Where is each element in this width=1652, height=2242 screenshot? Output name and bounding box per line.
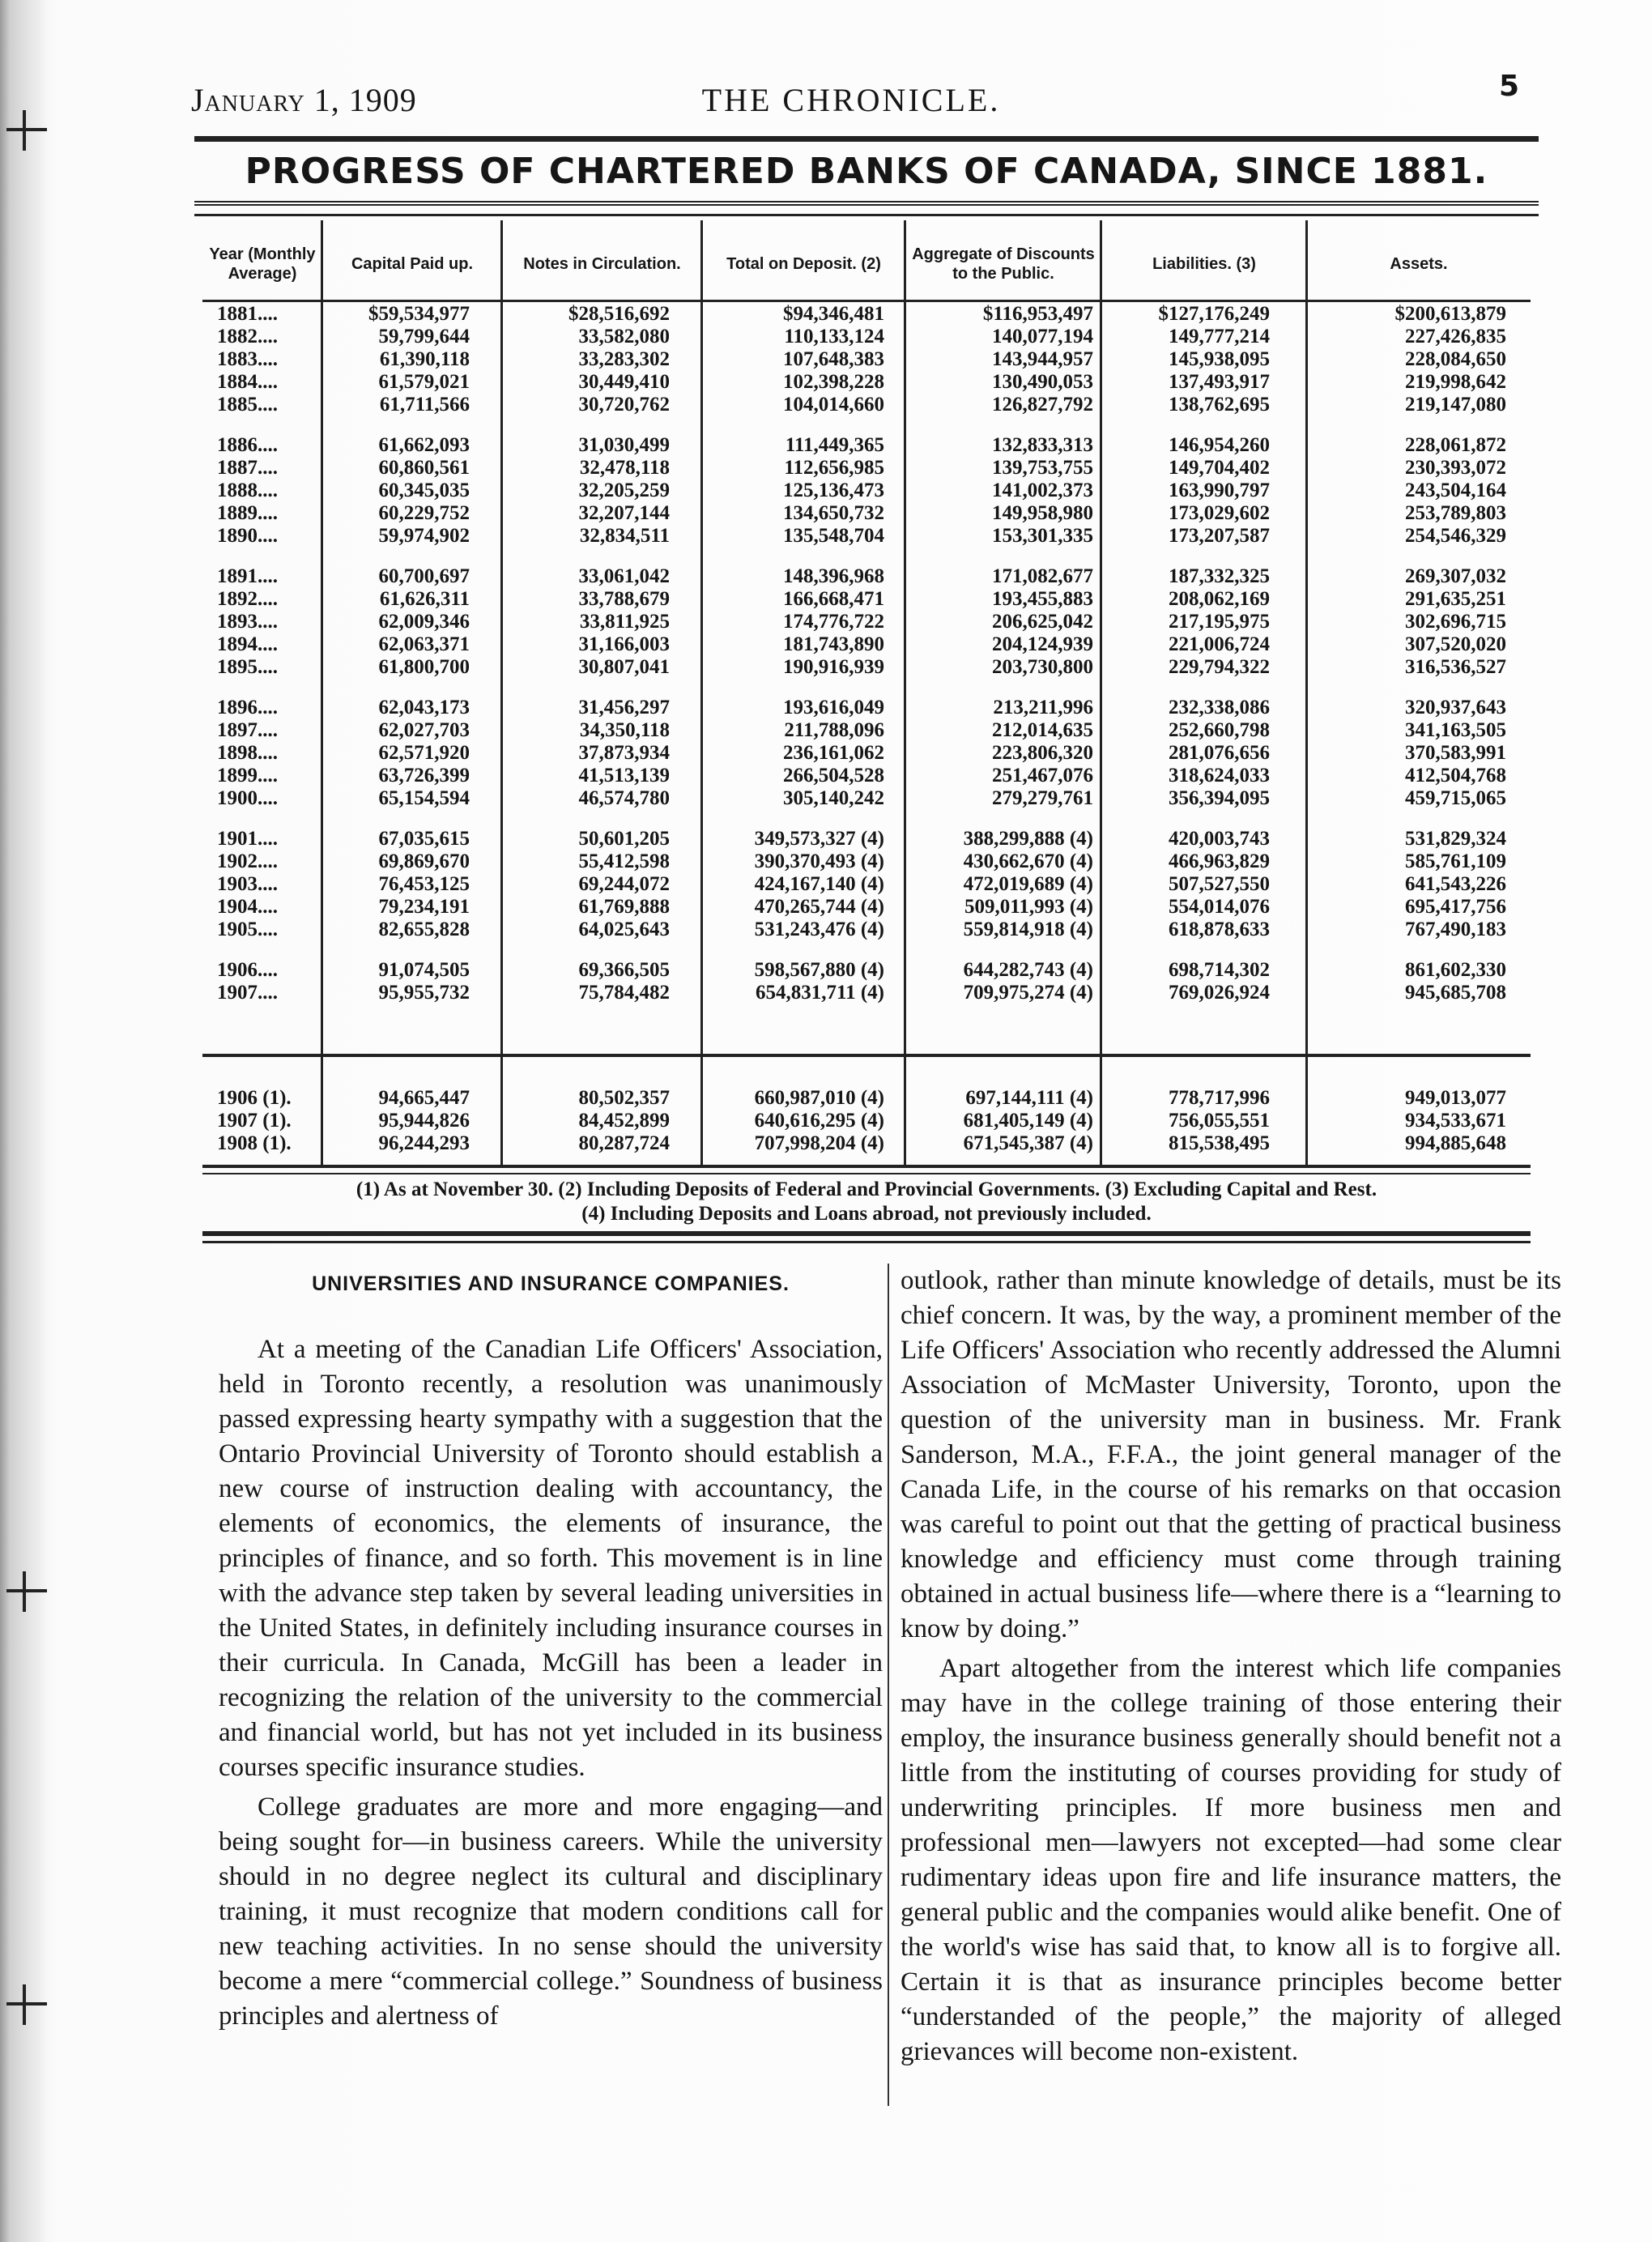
table-cell: 41,513,139 xyxy=(578,765,670,786)
table-bottom-rule xyxy=(202,1165,1531,1168)
table-cell: 223,806,320 xyxy=(992,742,1093,764)
row-year-cell: 1885.... xyxy=(217,394,278,416)
table-cell: 60,860,561 xyxy=(378,457,470,479)
row-year-cell: 1906 (1). xyxy=(217,1087,292,1109)
table-cell: 227,426,835 xyxy=(1405,326,1506,347)
header-row-rule xyxy=(202,300,1531,302)
table-cell: 709,975,274 (4) xyxy=(963,982,1093,1004)
col-header-deposits: Total on Deposit. (2) xyxy=(726,255,881,273)
table-cell: 212,014,635 xyxy=(992,719,1093,741)
table-cell: 559,814,918 (4) xyxy=(963,919,1093,940)
row-year-cell: 1903.... xyxy=(217,873,278,895)
row-year-cell: 1908 (1). xyxy=(217,1132,292,1154)
table-cell: 62,063,371 xyxy=(378,633,470,655)
table-cell: 356,394,095 xyxy=(1169,787,1270,809)
table-cell: 211,788,096 xyxy=(784,719,884,741)
table-cell: 531,829,324 xyxy=(1405,828,1506,850)
table-cell: 63,726,399 xyxy=(378,765,470,786)
row-year-cell: 1904.... xyxy=(217,896,278,918)
table-cell: 208,062,169 xyxy=(1169,588,1270,610)
table-cell: 61,711,566 xyxy=(379,394,470,416)
table-cell: 203,730,800 xyxy=(992,656,1093,678)
table-cell: 60,229,752 xyxy=(378,502,470,524)
table-cell: 33,788,679 xyxy=(578,588,670,610)
article-column-left xyxy=(219,1264,883,2039)
table-cell: 69,366,505 xyxy=(578,959,670,981)
table-cell: 778,717,996 xyxy=(1169,1087,1270,1109)
table-cell: 30,720,762 xyxy=(578,394,670,416)
col-header-discounts: Aggregate of Discounts to the Public. xyxy=(912,245,1095,283)
table-cell: 61,769,888 xyxy=(578,896,670,918)
table-cell: 316,536,527 xyxy=(1405,656,1506,678)
table-cell: 30,449,410 xyxy=(578,371,670,393)
table-cell: 33,283,302 xyxy=(578,348,670,370)
table-cell: 96,244,293 xyxy=(378,1132,470,1154)
table-cell: 251,467,076 xyxy=(992,765,1093,786)
table-cell: 219,998,642 xyxy=(1405,371,1506,393)
col-header-capital: Capital Paid up. xyxy=(351,255,474,273)
table-cell: 148,396,968 xyxy=(783,565,884,587)
table-cell: 193,616,049 xyxy=(783,697,884,718)
table-cell: 221,006,724 xyxy=(1169,633,1270,655)
article-title: UNIVERSITIES AND INSURANCE COMPANIES. xyxy=(312,1272,790,1295)
table-cell: 767,490,183 xyxy=(1405,919,1506,940)
table-cell: 228,084,650 xyxy=(1405,348,1506,370)
row-year-cell: 1896.... xyxy=(217,697,278,718)
row-year-cell: 1886.... xyxy=(217,434,278,456)
col-header-liabilities: Liabilities. (3) xyxy=(1152,255,1256,273)
row-year-cell: 1907.... xyxy=(217,982,278,1004)
table-cell: 137,493,917 xyxy=(1169,371,1270,393)
table-cell: 61,390,118 xyxy=(379,348,470,370)
col-header-assets: Assets. xyxy=(1390,255,1448,273)
table-cell: 815,538,495 xyxy=(1169,1132,1270,1154)
row-year-cell: 1891.... xyxy=(217,565,278,587)
article-paragraph: Apart altogether from the interest which life companies may have in the college training of those entering their employ, the insurance business generally should benefit not a little from the instituting of courses providing for study of underwriting principles. If more business men and professional men—lawyers not excepted—had some clear rudimentary ideas upon fire and life insurance matters, the general public and the companies would alike benefit. One of the world's wise has said that, to know all is to forgive all. Certain it is that as insurance principles become better “understanded of the people,” the majority of alleged grievances will become non-existent. xyxy=(901,1654,1561,2066)
table-cell: 228,061,872 xyxy=(1405,434,1506,456)
table-cell: 79,234,191 xyxy=(378,896,470,918)
table-cell: 459,715,065 xyxy=(1405,787,1506,809)
table-cell: 132,833,313 xyxy=(992,434,1093,456)
running-head xyxy=(191,70,1519,130)
column-rule xyxy=(1100,220,1102,1165)
table-cell: 31,030,499 xyxy=(578,434,670,456)
table-cell: 146,954,260 xyxy=(1169,434,1270,456)
table-cell: 660,987,010 (4) xyxy=(754,1087,884,1109)
table-cell: 430,662,670 (4) xyxy=(963,850,1093,872)
table-cell: 598,567,880 (4) xyxy=(754,959,884,981)
row-year-cell: 1894.... xyxy=(217,633,278,655)
footnote-rule xyxy=(202,1241,1531,1243)
table-cell: 291,635,251 xyxy=(1405,588,1506,610)
table-cell: 585,761,109 xyxy=(1405,850,1506,872)
table-cell: 61,626,311 xyxy=(379,588,470,610)
table-cell: 707,998,204 (4) xyxy=(754,1132,884,1154)
table-cell: 671,545,387 (4) xyxy=(963,1132,1093,1154)
table-cell: 65,154,594 xyxy=(378,787,470,809)
table-cell: 217,195,975 xyxy=(1169,611,1270,633)
table-cell: 33,811,925 xyxy=(579,611,670,633)
table-cell: 945,685,708 xyxy=(1405,982,1506,1004)
table-cell: 138,762,695 xyxy=(1169,394,1270,416)
row-year-cell: 1887.... xyxy=(217,457,278,479)
table-cell: 232,338,086 xyxy=(1169,697,1270,718)
title-rule xyxy=(194,214,1539,216)
row-year-cell: 1892.... xyxy=(217,588,278,610)
table-cell: 279,279,761 xyxy=(992,787,1093,809)
table-cell: 84,452,899 xyxy=(578,1110,670,1132)
table-cell: 171,082,677 xyxy=(992,565,1093,587)
page-binding-edge xyxy=(0,0,47,2242)
table-cell: 254,546,329 xyxy=(1405,525,1506,547)
table-cell: 64,025,643 xyxy=(578,919,670,940)
table-cell: 37,873,934 xyxy=(578,742,670,764)
column-rule xyxy=(1305,220,1308,1165)
table-cell: 341,163,505 xyxy=(1405,719,1506,741)
table-cell: 135,548,704 xyxy=(783,525,884,547)
table-cell: 95,944,826 xyxy=(378,1110,470,1132)
table-cell: $127,176,249 xyxy=(1158,303,1270,325)
table-cell: 62,571,920 xyxy=(378,742,470,764)
table-cell: 173,207,587 xyxy=(1169,525,1270,547)
table-cell: 269,307,032 xyxy=(1405,565,1506,587)
table-cell: 107,648,383 xyxy=(783,348,884,370)
column-rule xyxy=(700,220,703,1165)
table-cell: 61,662,093 xyxy=(378,434,470,456)
page-number: 5 xyxy=(1498,70,1519,103)
row-year-cell: 1907 (1). xyxy=(217,1110,292,1132)
row-year-cell: 1901.... xyxy=(217,828,278,850)
table-cell: 320,937,643 xyxy=(1405,697,1506,718)
row-year-cell: 1884.... xyxy=(217,371,278,393)
table-footnotes xyxy=(202,1178,1531,1226)
table-title: PROGRESS OF CHARTERED BANKS OF CANADA, SINCE 1881. xyxy=(245,151,1488,192)
row-year-cell: 1905.... xyxy=(217,919,278,940)
table-cell: 59,974,902 xyxy=(378,525,470,547)
article-paragraph: At a meeting of the Canadian Life Officers' Association, held in Toronto recently, a resolution was unanimously passed expressing hearty sympathy with a suggestion that the Ontario Provincial University of Toronto should establish a new course of instruction dealing with accountancy, the elements of economics, the elements of insurance, the principles of finance, and so forth. This movement is in line with the advance step taken by several leading universities in the United States, in definitely including insurance courses in their curricula. In Canada, McGill has been a leader in recognizing the relation of the university to the commercial and financial world, but has not yet included in its business courses specific insurance studies. xyxy=(219,1335,883,1782)
group-separator-rule xyxy=(202,1054,1531,1057)
table-cell: 130,490,053 xyxy=(992,371,1093,393)
table-cell: 531,243,476 (4) xyxy=(754,919,884,940)
row-year-cell: 1897.... xyxy=(217,719,278,741)
table-cell: 80,287,724 xyxy=(578,1132,670,1154)
column-rule xyxy=(500,220,503,1165)
table-cell: 104,014,660 xyxy=(783,394,884,416)
table-cell: 219,147,080 xyxy=(1405,394,1506,416)
table-cell: 554,014,076 xyxy=(1169,896,1270,918)
table-cell: 62,043,173 xyxy=(378,697,470,718)
table-cell: 174,776,722 xyxy=(783,611,884,633)
article-paragraph: College graduates are more and more engaging—and being sought for—in business careers. While the university should in no degree neglect its cultural and disciplinary training, it must recognize that modern conditions call for new teaching activities. In no sense should the university become a mere “commercial college.” Soundness of business principles and alertness of xyxy=(219,1792,883,2031)
table-cell: 149,704,402 xyxy=(1169,457,1270,479)
table-cell: 80,502,357 xyxy=(578,1087,670,1109)
table-cell: 681,405,149 (4) xyxy=(963,1110,1093,1132)
row-year-cell: 1893.... xyxy=(217,611,278,633)
row-year-cell: 1889.... xyxy=(217,502,278,524)
table-cell: 141,002,373 xyxy=(992,480,1093,501)
table-cell: 424,167,140 (4) xyxy=(754,873,884,895)
table-cell: 302,696,715 xyxy=(1405,611,1506,633)
table-cell: 33,582,080 xyxy=(578,326,670,347)
table-cell: 388,299,888 (4) xyxy=(963,828,1093,850)
table-cell: 112,656,985 xyxy=(784,457,884,479)
table-cell: 125,136,473 xyxy=(783,480,884,501)
article-column-right xyxy=(901,1264,1561,2074)
table-cell: 695,417,756 xyxy=(1405,896,1506,918)
table-cell: 75,784,482 xyxy=(578,982,670,1004)
col-header-notes: Notes in Circulation. xyxy=(523,255,681,273)
table-cell: 102,398,228 xyxy=(783,371,884,393)
table-bottom-rule xyxy=(202,1173,1531,1174)
table-cell: 46,574,780 xyxy=(578,787,670,809)
table-cell: 472,019,689 (4) xyxy=(963,873,1093,895)
table-cell: 420,003,743 xyxy=(1169,828,1270,850)
table-cell: 229,794,322 xyxy=(1169,656,1270,678)
header-rule xyxy=(194,136,1539,142)
table-cell: 61,579,021 xyxy=(378,371,470,393)
table-cell: 266,504,528 xyxy=(783,765,884,786)
table-cell: 641,543,226 xyxy=(1405,873,1506,895)
article-paragraph: outlook, rather than minute knowledge of details, must be its chief concern. It was, by the way, a prominent member of the Life Officers' Association who recently addressed the Alumni Association of McMaster University, Toronto, upon the question of the university man in business. Mr. Frank Sanderson, M.A., F.F.A., the joint general manager of the Canada Life, in the course of his remarks on that occasion was careful to point out that the getting of practical business knowledge and efficiency must come through training obtained in actual business life—where there is a “learning to know by doing.” xyxy=(901,1266,1561,1643)
table-cell: 698,714,302 xyxy=(1169,959,1270,981)
table-cell: 62,009,346 xyxy=(378,611,470,633)
table-cell: 654,831,711 (4) xyxy=(755,982,884,1004)
table-cell: 69,869,670 xyxy=(378,850,470,872)
table-cell: 994,885,648 xyxy=(1405,1132,1506,1154)
table-cell: 243,504,164 xyxy=(1405,480,1506,501)
row-year-cell: 1899.... xyxy=(217,765,278,786)
table-cell: 126,827,792 xyxy=(992,394,1093,416)
column-divider xyxy=(888,1264,889,2106)
row-year-cell: 1883.... xyxy=(217,348,278,370)
table-cell: 32,478,118 xyxy=(579,457,670,479)
table-cell: 149,958,980 xyxy=(992,502,1093,524)
table-cell: 640,616,295 (4) xyxy=(754,1110,884,1132)
table-cell: 252,660,798 xyxy=(1169,719,1270,741)
table-cell: 181,743,890 xyxy=(783,633,884,655)
table-cell: 949,013,077 xyxy=(1405,1087,1506,1109)
table-cell: 193,455,883 xyxy=(992,588,1093,610)
footnote-line: (1) As at November 30. (2) Including Deposits of Federal and Provincial Governments. (3) Excluding Capital and Rest. xyxy=(356,1179,1377,1200)
row-year-cell: 1888.... xyxy=(217,480,278,501)
table-cell: 507,527,550 xyxy=(1169,873,1270,895)
table-cell: 934,533,671 xyxy=(1405,1110,1506,1132)
table-cell: 31,166,003 xyxy=(578,633,670,655)
table-cell: 466,963,829 xyxy=(1169,850,1270,872)
table-cell: 370,583,991 xyxy=(1405,742,1506,764)
table-cell: 62,027,703 xyxy=(378,719,470,741)
table-cell: 143,944,957 xyxy=(992,348,1093,370)
table-cell: 697,144,111 (4) xyxy=(965,1087,1093,1109)
table-cell: 149,777,214 xyxy=(1169,326,1270,347)
table-cell: 253,789,803 xyxy=(1405,502,1506,524)
table-cell: 110,133,124 xyxy=(784,326,884,347)
table-cell: 95,955,732 xyxy=(378,982,470,1004)
table-cell: 644,282,743 (4) xyxy=(963,959,1093,981)
table-cell: 30,807,041 xyxy=(578,656,670,678)
table-cell: 412,504,768 xyxy=(1405,765,1506,786)
table-cell: 861,602,330 xyxy=(1405,959,1506,981)
col-header-year: Year (Monthly Average) xyxy=(209,245,316,283)
table-cell: 139,753,755 xyxy=(992,457,1093,479)
bank-progress-table xyxy=(202,220,1531,1179)
table-cell: 140,077,194 xyxy=(992,326,1093,347)
table-cell: $28,516,692 xyxy=(568,303,670,325)
table-cell: 82,655,828 xyxy=(378,919,470,940)
row-year-cell: 1906.... xyxy=(217,959,278,981)
table-cell: 94,665,447 xyxy=(378,1087,470,1109)
footnote-line: (4) Including Deposits and Loans abroad, not previously included. xyxy=(581,1203,1152,1225)
table-cell: 204,124,939 xyxy=(992,633,1093,655)
table-cell: 509,011,993 (4) xyxy=(964,896,1093,918)
binding-stitch-icon xyxy=(6,2002,47,2005)
table-cell: 32,834,511 xyxy=(579,525,670,547)
table-cell: 153,301,335 xyxy=(992,525,1093,547)
row-year-cell: 1895.... xyxy=(217,656,278,678)
table-cell: 163,990,797 xyxy=(1169,480,1270,501)
table-cell: 470,265,744 (4) xyxy=(754,896,884,918)
row-year-cell: 1900.... xyxy=(217,787,278,809)
table-cell: 349,573,327 (4) xyxy=(754,828,884,850)
table-cell: 34,350,118 xyxy=(579,719,670,741)
table-cell: 166,668,471 xyxy=(783,588,884,610)
column-rule xyxy=(904,220,906,1165)
table-cell: 206,625,042 xyxy=(992,611,1093,633)
table-cell: 69,244,072 xyxy=(578,873,670,895)
table-cell: 67,035,615 xyxy=(378,828,470,850)
table-cell: 60,345,035 xyxy=(378,480,470,501)
binding-stitch-icon xyxy=(6,128,47,131)
table-cell: 307,520,020 xyxy=(1405,633,1506,655)
table-cell: 190,916,939 xyxy=(783,656,884,678)
footnote-rule xyxy=(202,1231,1531,1236)
table-cell: 76,453,125 xyxy=(378,873,470,895)
table-cell: 59,799,644 xyxy=(378,326,470,347)
table-cell: 213,211,996 xyxy=(993,697,1093,718)
row-year-cell: 1898.... xyxy=(217,742,278,764)
table-cell: $116,953,497 xyxy=(982,303,1093,325)
table-cell: 769,026,924 xyxy=(1169,982,1270,1004)
table-cell: 390,370,493 (4) xyxy=(754,850,884,872)
title-rule xyxy=(194,201,1539,209)
table-cell: $94,346,481 xyxy=(783,303,884,325)
table-cell: 91,074,505 xyxy=(378,959,470,981)
table-cell: $200,613,879 xyxy=(1394,303,1506,325)
table-cell: 236,161,062 xyxy=(783,742,884,764)
table-cell: 187,332,325 xyxy=(1169,565,1270,587)
table-cell: 111,449,365 xyxy=(785,434,884,456)
row-year-cell: 1881.... xyxy=(217,303,278,325)
table-cell: 32,207,144 xyxy=(578,502,670,524)
table-cell: 55,412,598 xyxy=(578,850,670,872)
table-cell: 756,055,551 xyxy=(1169,1110,1270,1132)
table-cell: 173,029,602 xyxy=(1169,502,1270,524)
table-cell: 618,878,633 xyxy=(1169,919,1270,940)
issue-date: January 1, 1909 xyxy=(191,82,417,118)
publication-title: THE CHRONICLE. xyxy=(701,82,1001,118)
row-year-cell: 1890.... xyxy=(217,525,278,547)
table-cell: 281,076,656 xyxy=(1169,742,1270,764)
binding-stitch-icon xyxy=(6,1589,47,1592)
table-cell: 31,456,297 xyxy=(578,697,670,718)
table-cell: 32,205,259 xyxy=(578,480,670,501)
table-cell: 318,624,033 xyxy=(1169,765,1270,786)
table-cell: 33,061,042 xyxy=(578,565,670,587)
table-cell: 305,140,242 xyxy=(783,787,884,809)
table-cell: 60,700,697 xyxy=(378,565,470,587)
table-cell: 50,601,205 xyxy=(578,828,670,850)
table-cell: $59,534,977 xyxy=(368,303,470,325)
table-cell: 134,650,732 xyxy=(783,502,884,524)
table-cell: 145,938,095 xyxy=(1169,348,1270,370)
row-year-cell: 1882.... xyxy=(217,326,278,347)
row-year-cell: 1902.... xyxy=(217,850,278,872)
table-cell: 230,393,072 xyxy=(1405,457,1506,479)
table-cell: 61,800,700 xyxy=(378,656,470,678)
